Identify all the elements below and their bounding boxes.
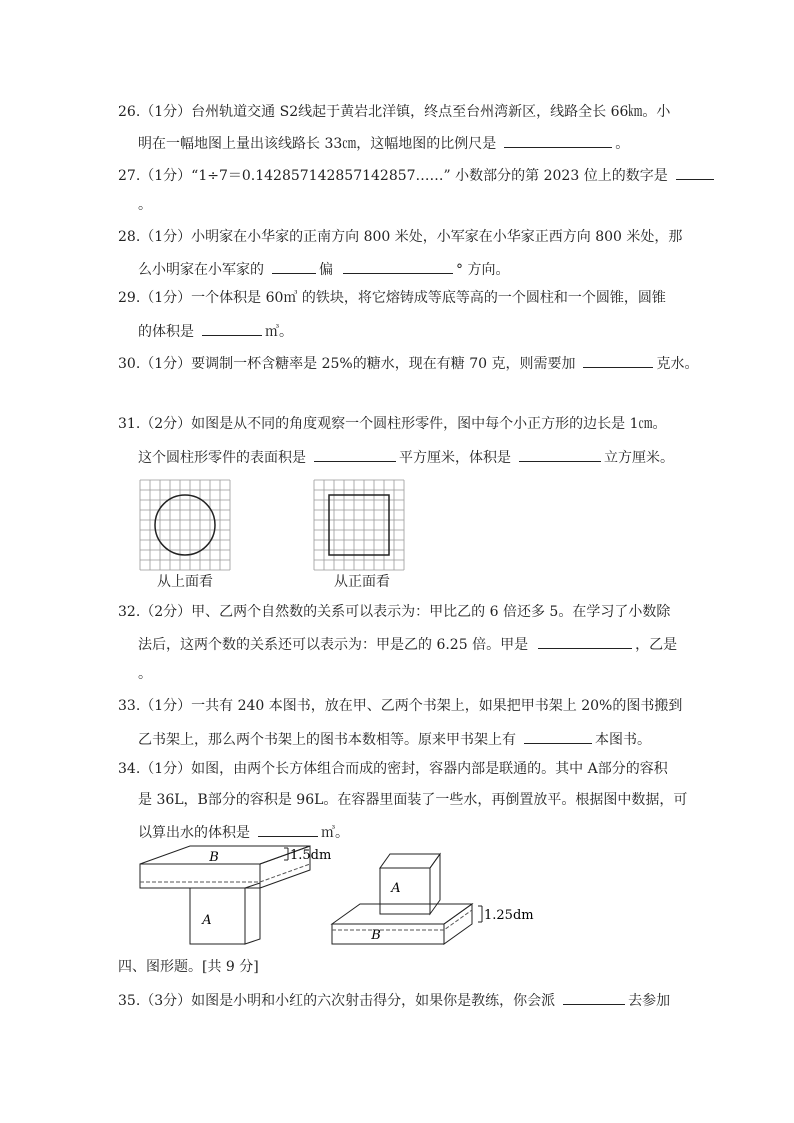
q34-line2: 是 36L，B部分的容积是 96L。在容器里面装了一些水，再倒置放平。根据图中数据，可 xyxy=(138,792,688,808)
answer-blank[interactable] xyxy=(202,321,262,336)
label-b: B xyxy=(209,850,219,865)
q29-line1: 29.（1分）一个体积是 60㎥ 的铁块，将它熔铸成等底等高的一个圆柱和一个圆锥，圆锥 xyxy=(118,290,666,306)
answer-blank[interactable] xyxy=(504,133,612,148)
container-a-front-2 xyxy=(380,868,430,914)
circle-shape xyxy=(155,495,215,555)
dim-label-1: 1.5dm xyxy=(290,848,332,863)
q32-line2: 法后，这两个数的关系还可以表示为：甲是乙的 6.25 倍。甲是 ，乙是 xyxy=(138,634,677,654)
answer-blank[interactable] xyxy=(343,259,453,274)
q26-line1: 26.（1分）台州轨道交通 S2线起于黄岩北洋镇，终点至台州湾新区，线路全长 66㎞。小 xyxy=(118,104,671,120)
answer-blank[interactable] xyxy=(519,447,601,462)
q31-line2: 这个圆柱形零件的表面积是 平方厘米，体积是 立方厘米。 xyxy=(138,447,674,467)
answer-blank[interactable] xyxy=(676,165,714,180)
q28-line1: 28.（1分）小明家在小华家的正南方向 800 米处，小军家在小华家正西方向 800 米处，那 xyxy=(118,229,683,245)
label-a-2: A xyxy=(391,881,401,896)
answer-blank[interactable] xyxy=(583,353,653,368)
dim-label-2: 1.25dm xyxy=(484,908,534,923)
front-view-caption: 从正面看 xyxy=(334,574,390,590)
q30-line1: 30.（1分）要调制一杯含糖率是 25%的糖水，现在有糖 70 克，则需要加 克水。 xyxy=(118,353,698,373)
label-b-2: B xyxy=(371,928,381,943)
q31-line1: 31.（2分）如图是从不同的角度观察一个圆柱形零件，图中每个小正方形的边长是 1㎝。 xyxy=(118,416,667,432)
label-a: A xyxy=(202,913,212,928)
q32-line1: 32.（2分）甲、乙两个自然数的关系可以表示为：甲比乙的 6 倍还多 5。在学习了小数除 xyxy=(118,604,671,620)
answer-blank[interactable] xyxy=(314,447,396,462)
front-view-figure xyxy=(312,478,412,590)
answer-blank[interactable] xyxy=(538,634,632,649)
top-view-figure xyxy=(138,478,238,590)
q34-line3: 以算出水的体积是 ㎥。 xyxy=(138,822,349,842)
container-figures xyxy=(132,840,552,952)
q33-line2: 乙书架上，那么两个书架上的图书本数相等。原来甲书架上有 本图书。 xyxy=(138,729,651,749)
q28-line2: 么小明家在小军家的 偏 ° 方向。 xyxy=(138,259,509,279)
answer-blank[interactable] xyxy=(258,822,318,837)
square-shape xyxy=(329,495,389,555)
q26-line2: 明在一幅地图上量出该线路长 33㎝，这幅地图的比例尺是 。 xyxy=(138,133,629,153)
answer-blank[interactable] xyxy=(524,729,592,744)
q27-line1: 27.（1分）“1÷7＝0.142857142857142857……” 小数部分的第 2023 位上的数字是 xyxy=(118,165,717,185)
q33-line1: 33.（1分）一共有 240 本图书，放在甲、乙两个书架上，如果把甲书架上 20%的图书搬到 xyxy=(118,698,683,714)
q29-line2: 的体积是 ㎥。 xyxy=(138,321,293,341)
answer-blank[interactable] xyxy=(563,990,625,1005)
container-a-front xyxy=(190,888,245,944)
q35-line1: 35.（3分）如图是小明和小红的六次射击得分，如果你是教练，你会派 去参加 xyxy=(118,990,670,1010)
q27-line2: 。 xyxy=(138,197,152,213)
q32-line3: 。 xyxy=(138,666,152,682)
section-heading: 四、图形题。[共 9 分] xyxy=(118,959,259,975)
top-view-caption: 从上面看 xyxy=(157,574,213,590)
answer-blank[interactable] xyxy=(272,259,316,274)
q34-line1: 34.（1分）如图，由两个长方体组合而成的密封，容器内部是联通的。其中 A部分的容积 xyxy=(118,761,668,777)
